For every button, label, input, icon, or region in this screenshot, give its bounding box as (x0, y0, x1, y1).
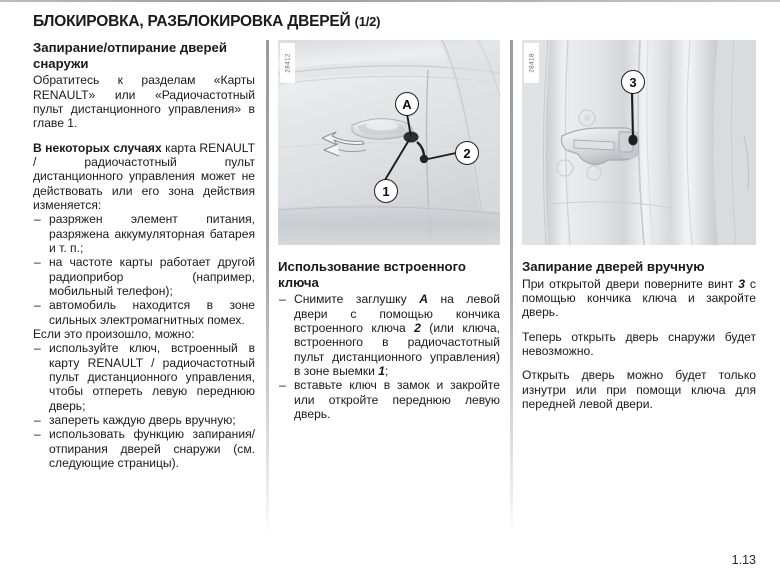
callout-3: 3 (621, 70, 645, 94)
dash-marker: – (34, 341, 41, 356)
paragraph-if-this-happens: Если это произошло, можно: (33, 326, 195, 341)
dash-marker: – (279, 292, 286, 307)
bold-lead-in-some-cases: В некоторых случаях (33, 140, 162, 155)
list-item (278, 378, 500, 421)
paragraph-open-from-inside: Открыть дверь можно будет только изнутри или при помощи ключа для передней левой двери. (522, 368, 756, 411)
dash-marker: – (34, 255, 41, 270)
list-item (33, 427, 255, 470)
bullet-list-remedies (33, 341, 255, 470)
list-item-text: разряжен элемент питания, разряжена аккумуляторная батарея и т. п.; (49, 212, 255, 256)
list-item-text: на частоте карты работает другой радиоприбор (например, мобильный телефон); (49, 255, 255, 298)
callout-2: 2 (455, 141, 479, 165)
callout-1: 1 (374, 179, 398, 203)
list-item-text: использовать функцию запирания/отпирания дверей снаружи (см. следующие страницы). (49, 427, 255, 470)
top-horizontal-rule (0, 0, 780, 2)
emphasis-3: 3 (738, 276, 745, 291)
callout-A: A (395, 92, 419, 116)
dash-marker: – (34, 412, 41, 427)
paragraph-cannot-open-from-outside: Теперь открыть дверь снаружи будет невозможно. (522, 329, 756, 359)
text-run: ; (384, 364, 389, 379)
emphasis-2: 2 (414, 321, 421, 336)
page-title-text: БЛОКИРОВКА, РАЗБЛОКИРОВКА ДВЕРЕЙ (33, 13, 351, 30)
text-column-1 (33, 40, 255, 470)
figure-reference-code-door-text: 28412 (284, 53, 291, 73)
list-item-text: запереть каждую дверь вручную; (49, 412, 236, 427)
list-item (33, 341, 255, 413)
content-column-3 (522, 40, 756, 411)
emphasis-A: A (419, 292, 428, 307)
list-item-text: автомобиль находится в зоне сильных электромагнитных помех. (49, 298, 255, 327)
content-column-2 (278, 40, 500, 421)
list-item-text (294, 292, 500, 378)
column-divider-left (266, 40, 269, 535)
text-run: При открытой двери поверните винт (522, 276, 739, 291)
text-run: Снимите заглушку (294, 292, 420, 307)
paragraph-turn-screw (522, 277, 756, 320)
dash-marker: – (34, 298, 41, 313)
paragraph-in-some-cases-rest: карта RENAULT / радиочастотный пульт дистанционного управления может не действовать или его зона действия изменяется: (33, 140, 255, 213)
dash-marker: – (34, 212, 41, 227)
text-run: (или ключа, встроенного в радиочастотный пульт дистанционного управления) в зоне выемки (294, 321, 500, 379)
figure-reference-code-door (280, 43, 295, 83)
door-handle-figure (278, 40, 500, 245)
paragraph-refer-to-sections: Обратитесь к разделам «Карты RENAULT» или «Радиочастотный пульт дистанционного управления» в главе 1. (33, 73, 255, 131)
list-item (278, 292, 500, 378)
section-heading-locking-unlocking-outside: Запирание/отпирание дверей снаружи (33, 40, 227, 71)
list-item-text: вставьте ключ в замок и закройте или откройте переднюю левую дверь. (294, 378, 500, 422)
list-item (33, 212, 255, 255)
bullet-list-causes (33, 212, 255, 327)
column-divider-right (510, 40, 513, 535)
page-title-fraction: (1/2) (354, 14, 381, 29)
paragraph-in-some-cases (33, 141, 255, 213)
emphasis-1: 1 (378, 364, 385, 379)
list-item-text: используйте ключ, встроенный в карту RENAULT / радиочастотный пульт дистанционного управления, чтобы отпереть левую переднюю дверь; (49, 341, 255, 413)
list-item (33, 298, 255, 327)
door-lock-screw-figure (522, 40, 756, 245)
figure-reference-code-latch-text: 28418 (528, 53, 535, 73)
dash-marker: – (279, 378, 286, 393)
list-item (33, 413, 255, 427)
text-run: на левой двери с помощью кончика встроенного ключа (294, 292, 500, 336)
section-heading-manual-door-locking: Запирание дверей вручную (522, 259, 705, 274)
dash-marker: – (34, 427, 41, 442)
page-number: 1.13 (731, 553, 756, 567)
page-title (33, 13, 380, 31)
text-run: с помощью кончика ключа и закройте дверь. (522, 276, 756, 320)
section-heading-using-integrated-key: Использование встроенного ключа (278, 259, 466, 290)
figure-reference-code-latch (524, 43, 539, 83)
bullet-list-key-usage (278, 292, 500, 421)
list-item (33, 255, 255, 298)
